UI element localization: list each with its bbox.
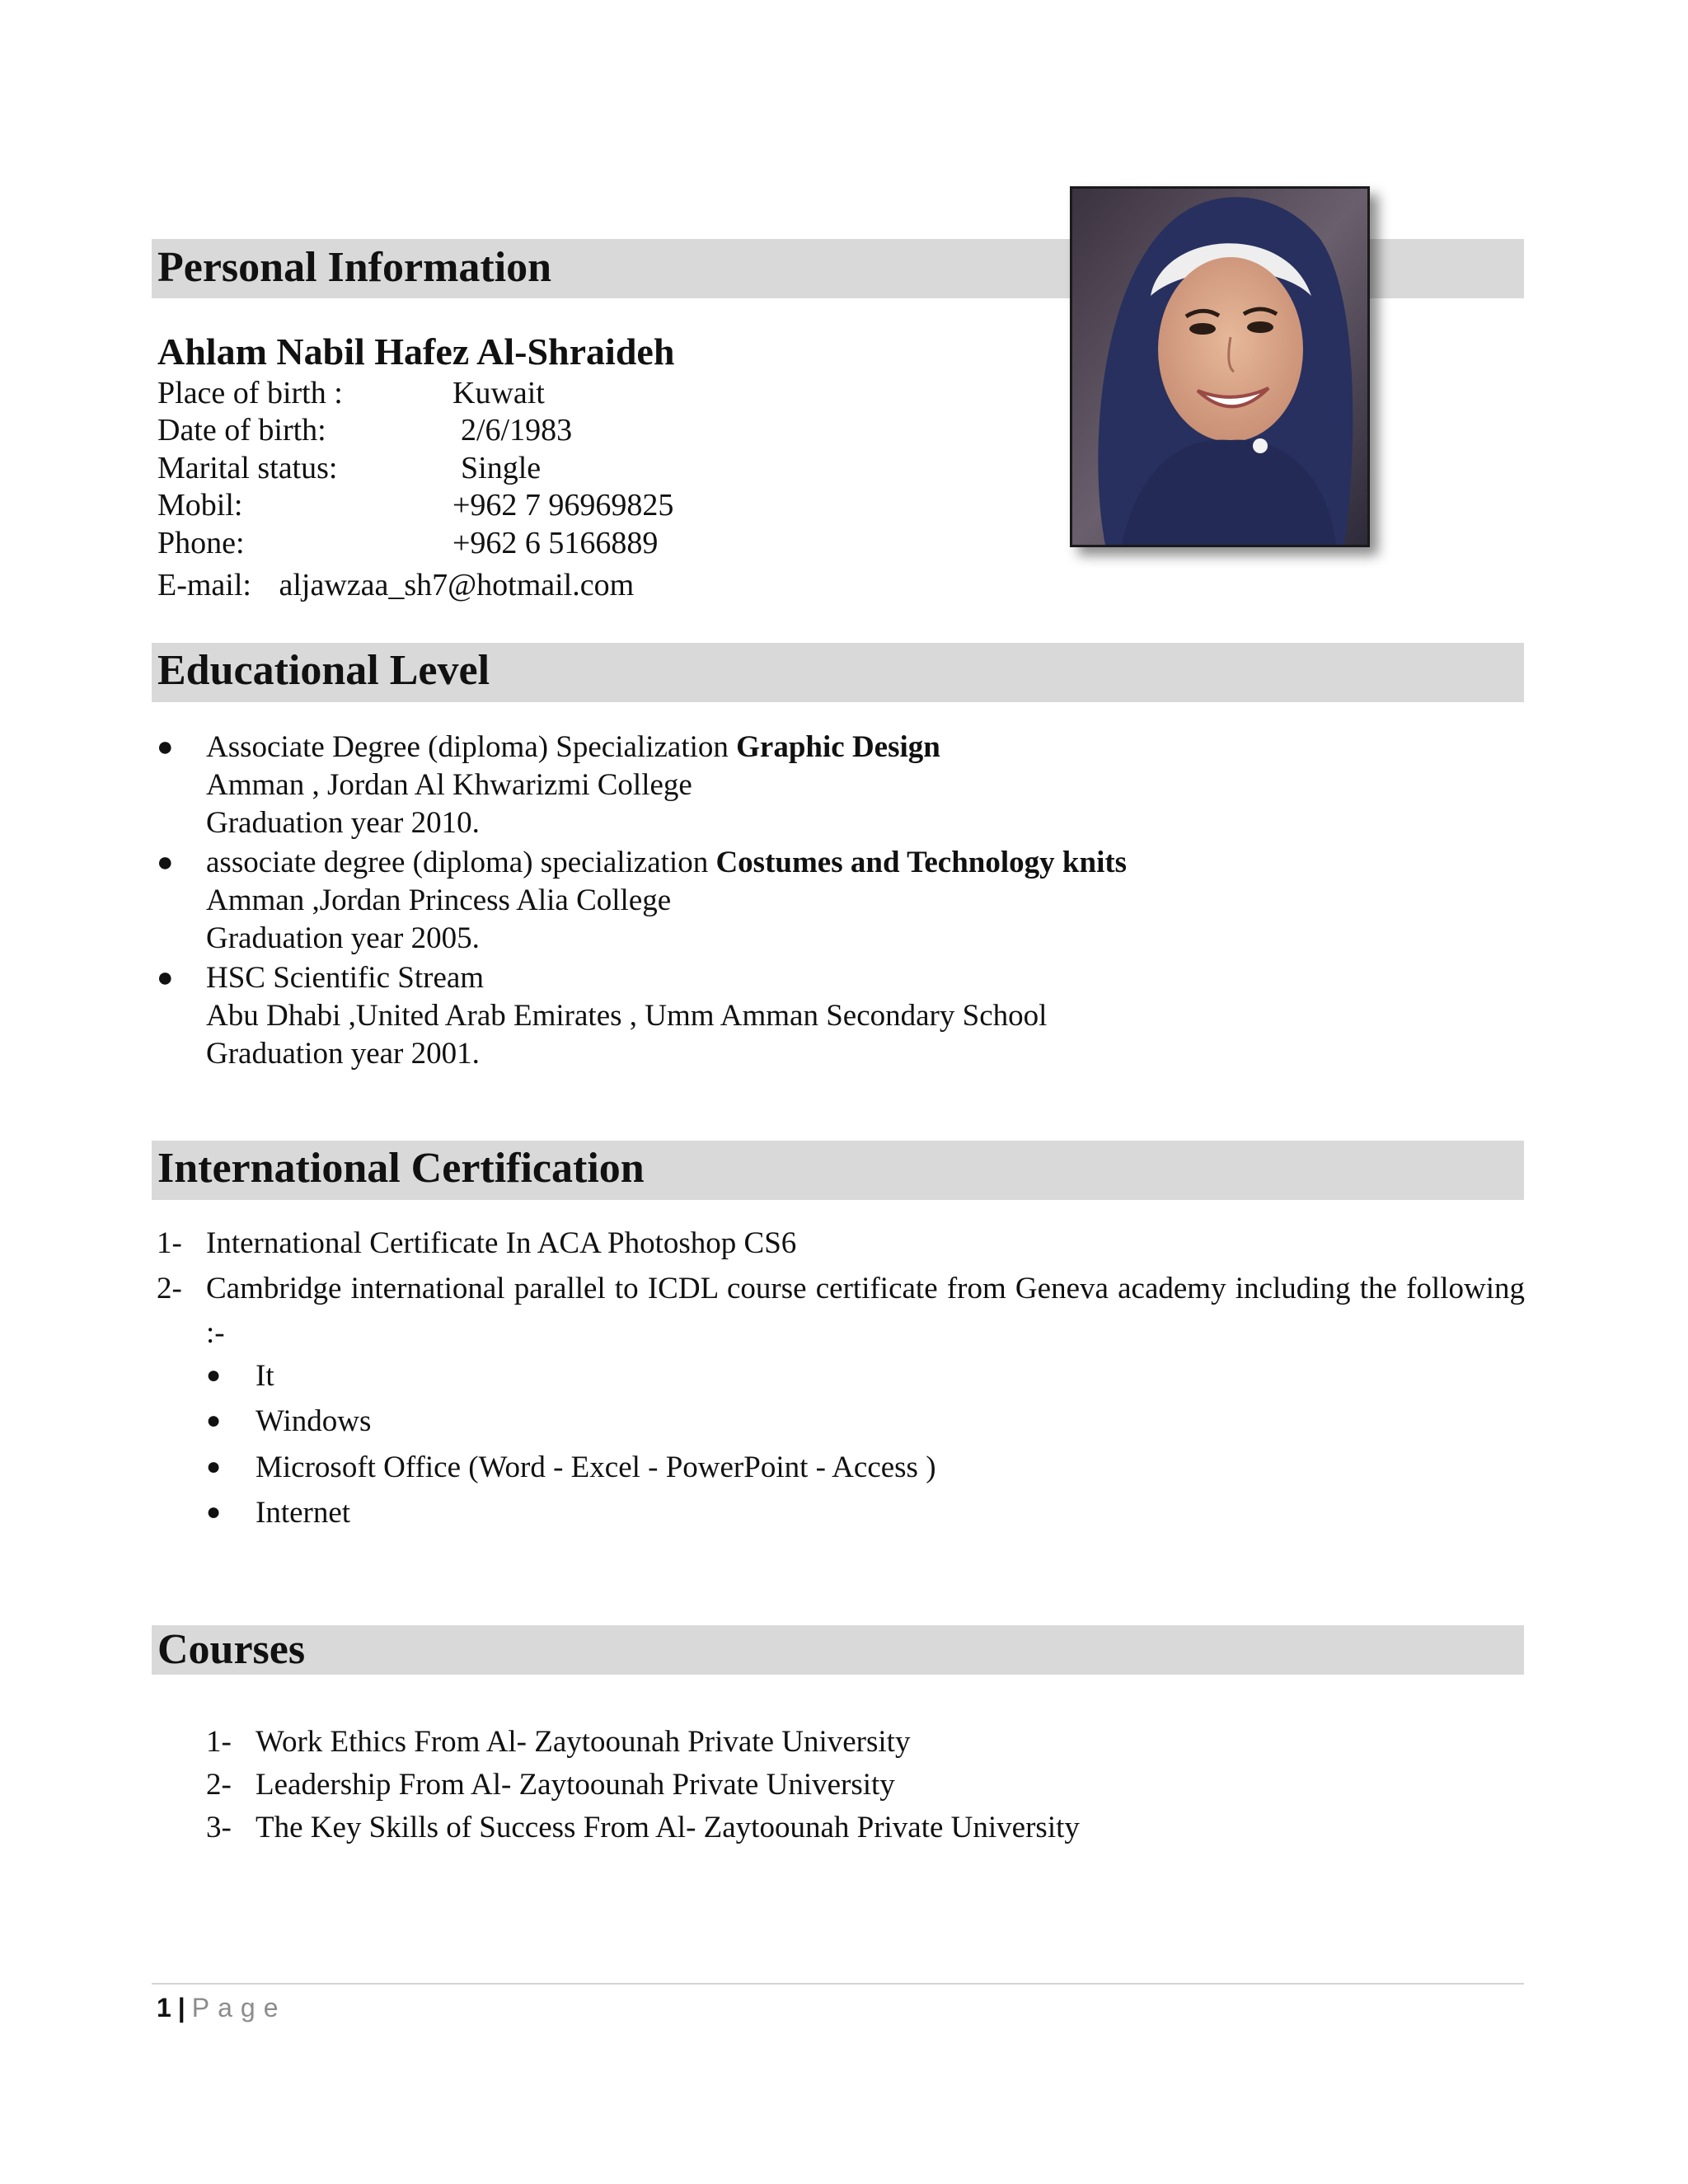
- edu-degree: HSC Scientific Stream: [206, 961, 485, 995]
- course-item: [206, 1767, 895, 1802]
- course-number: 3-: [206, 1811, 232, 1844]
- cert-sub-text: Internet: [256, 1496, 351, 1530]
- cert-number: 2-: [157, 1272, 182, 1305]
- edu-degree: associate degree (diploma) specialization: [206, 846, 709, 879]
- edu-graduation: Graduation year 2001.: [206, 1037, 480, 1071]
- page-footer: [157, 1993, 286, 2023]
- edu-institution: Amman , Jordan Al Khwarizmi College: [206, 768, 692, 802]
- course-text: The Key Skills of Success From Al- Zaytoounah Private University: [256, 1811, 1080, 1844]
- bullet-icon: ●: [157, 732, 174, 762]
- info-label: Mobil:: [157, 488, 243, 523]
- courses-heading: Courses: [157, 1626, 306, 1673]
- email-label: E-mail:: [157, 568, 251, 602]
- bullet-icon: ●: [157, 847, 174, 878]
- course-item: [206, 1724, 910, 1760]
- bullet-icon: ●: [206, 1498, 222, 1526]
- page-label: Page: [191, 1993, 287, 2022]
- cert-number: 1-: [157, 1226, 182, 1260]
- cert-sub-item: [206, 1358, 274, 1394]
- edu-graduation: Graduation year 2005.: [206, 921, 480, 955]
- education-item: [157, 844, 1127, 958]
- profile-photo: [1070, 186, 1370, 547]
- info-value: 2/6/1983: [461, 413, 573, 448]
- info-value: +962 6 5166889: [452, 526, 659, 560]
- info-row-email: [157, 567, 634, 603]
- edu-specialization: Costumes and Technology knits: [715, 846, 1128, 879]
- courses-bar: [152, 1625, 1524, 1675]
- info-label: Phone:: [157, 526, 245, 560]
- certification-item: [157, 1221, 1525, 1266]
- info-value: Single: [461, 451, 542, 485]
- course-text: Leadership From Al- Zaytoounah Private University: [256, 1768, 895, 1802]
- certification-heading: International Certification: [157, 1145, 645, 1192]
- course-item: [206, 1810, 1080, 1845]
- education-heading: Educational Level: [157, 647, 490, 694]
- cert-sub-item: [206, 1404, 371, 1439]
- edu-institution: Abu Dhabi ,United Arab Emirates , Umm Amman Secondary School: [206, 999, 1048, 1033]
- info-label: Place of birth :: [157, 376, 343, 410]
- certification-item: [157, 1267, 1525, 1356]
- bullet-icon: ●: [157, 963, 174, 993]
- cert-sub-text: Windows: [256, 1404, 372, 1438]
- bullet-icon: ●: [206, 1453, 222, 1480]
- cert-sub-item: [206, 1450, 936, 1485]
- info-label: Marital status:: [157, 451, 338, 485]
- info-value: +962 7 96969825: [452, 488, 674, 523]
- info-value: Kuwait: [452, 376, 545, 410]
- course-text: Work Ethics From Al- Zaytoounah Private University: [256, 1725, 911, 1759]
- bullet-icon: ●: [206, 1407, 222, 1434]
- course-number: 2-: [206, 1768, 232, 1802]
- course-number: 1-: [206, 1725, 232, 1759]
- education-item: [157, 959, 1047, 1073]
- cert-sub-item: [206, 1495, 350, 1530]
- education-item: [157, 729, 940, 842]
- cert-text: Cambridge international parallel to ICDL course certificate from Geneva academy including the following :-: [206, 1272, 1525, 1350]
- footer-divider: [152, 1983, 1524, 1985]
- email-value[interactable]: aljawzaa_sh7@hotmail.com: [279, 568, 635, 602]
- edu-degree: Associate Degree (diploma) Specialization: [206, 730, 729, 764]
- personal-info-heading: Personal Information: [157, 244, 552, 291]
- portrait-image: [1072, 189, 1367, 545]
- cert-text: International Certificate In ACA Photoshop CS6: [206, 1226, 797, 1260]
- cert-sub-text: It: [256, 1359, 274, 1393]
- bullet-icon: ●: [206, 1361, 222, 1389]
- edu-institution: Amman ,Jordan Princess Alia College: [206, 883, 672, 917]
- footer-separator: |: [177, 1993, 185, 2022]
- info-label: Date of birth:: [157, 413, 326, 448]
- edu-specialization: Graphic Design: [736, 730, 940, 764]
- full-name: Ahlam Nabil Hafez Al-Shraideh: [157, 330, 675, 373]
- cert-sub-text: Microsoft Office (Word - Excel - PowerPoint - Access ): [256, 1451, 936, 1484]
- page-number: 1: [157, 1993, 171, 2022]
- edu-graduation: Graduation year 2010.: [206, 806, 480, 840]
